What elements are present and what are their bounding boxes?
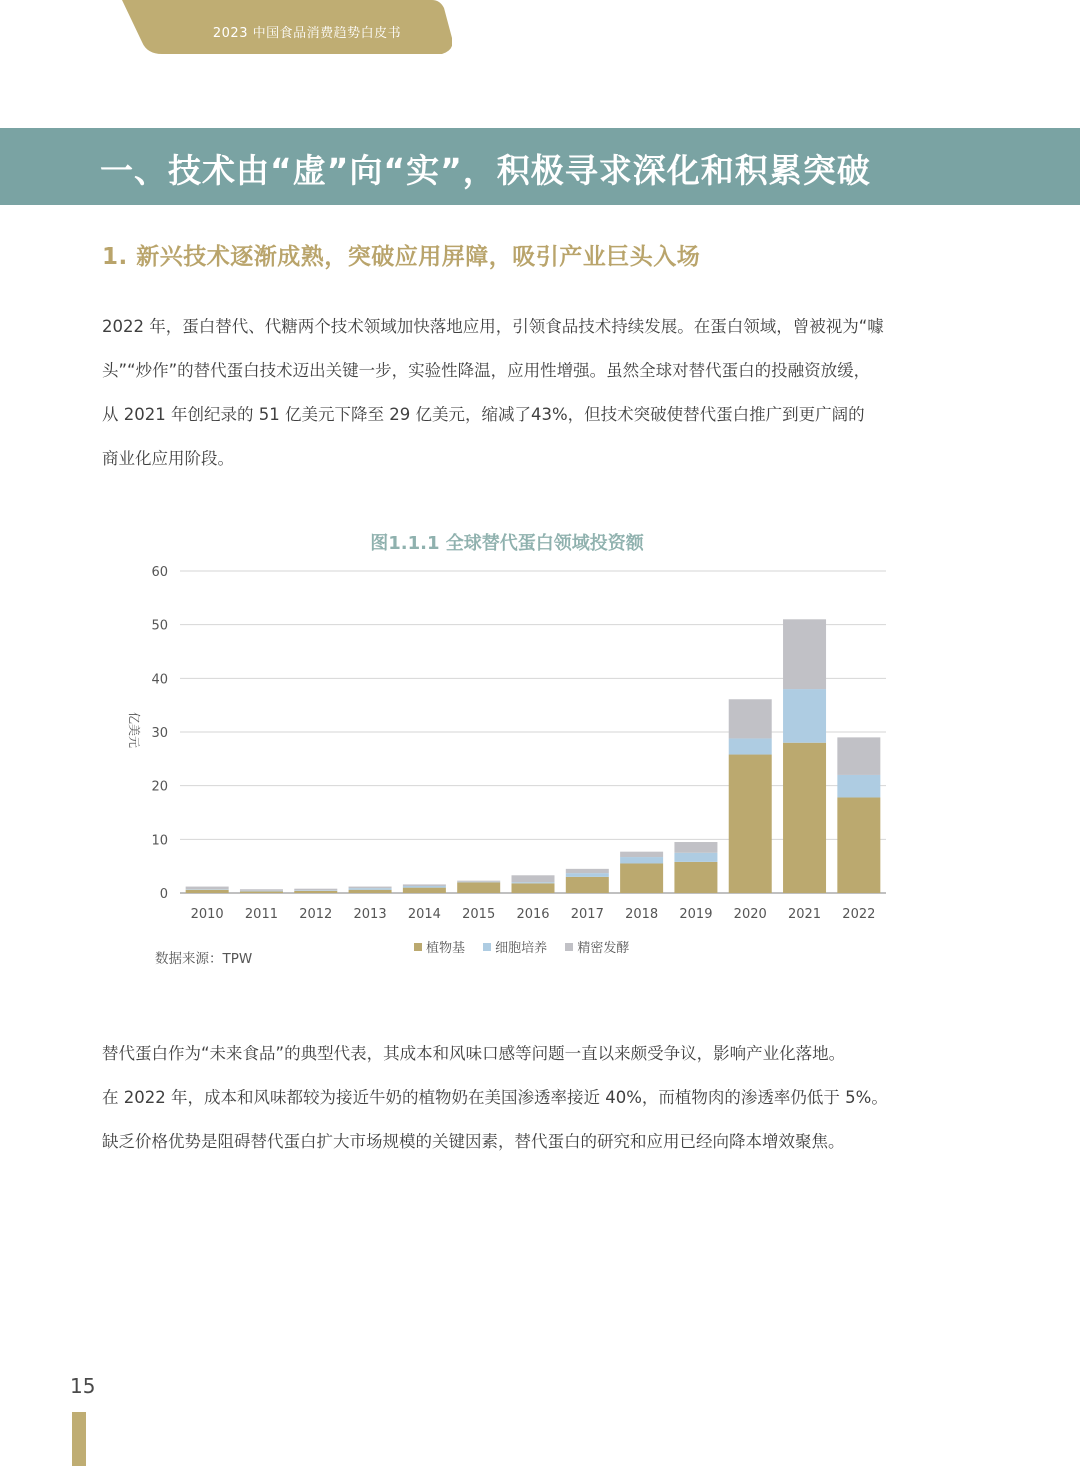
bar-cell <box>837 775 880 798</box>
x-tick-label: 2016 <box>516 907 550 922</box>
legend-label: 细胞培养 <box>495 941 548 956</box>
y-tick-label: 50 <box>151 618 168 634</box>
bar-plant <box>186 890 229 893</box>
paragraph-line: 商业化应用阶段。 <box>102 449 234 468</box>
bar-cell <box>457 882 500 883</box>
bar-ferment <box>620 852 663 857</box>
bar-ferment <box>349 887 392 889</box>
paragraph-2 <box>102 1032 932 1164</box>
chart-title: 图1.1.1 全球替代蛋白领域投资额 <box>370 533 644 554</box>
x-tick-label: 2010 <box>190 907 224 922</box>
bar-ferment <box>512 875 555 882</box>
bar-ferment <box>674 842 717 853</box>
legend-swatch-ferment <box>565 943 573 951</box>
bar-plant <box>783 743 826 893</box>
legend-swatch-cell <box>483 943 491 951</box>
legend-item-plant <box>414 937 465 956</box>
paragraph-line: 在 2022 年，成本和风味都较为接近牛奶的植物奶在美国渗透率接近 40%，而植物肉的渗透率仍低于 5%。 <box>102 1088 888 1107</box>
legend-swatch-plant <box>414 943 422 951</box>
bar-plant <box>674 862 717 893</box>
bar-ferment <box>240 889 283 891</box>
paragraph-line: 缺乏价格优势是阻碍替代蛋白扩大市场规模的关键因素，替代蛋白的研究和应用已经向降本增效聚焦。 <box>102 1132 845 1151</box>
running-header <box>122 0 452 55</box>
chart-legend <box>414 937 643 956</box>
bar-ferment <box>294 889 337 891</box>
x-tick-label: 2019 <box>679 907 713 922</box>
paragraph-line: 头”“炒作”的替代蛋白技术迈出关键一步，实验性降温，应用性增强。虽然全球对替代蛋白的投融资放缓， <box>102 361 871 380</box>
y-axis-label: 亿美元 <box>127 711 141 749</box>
legend-item-cell <box>483 937 547 956</box>
y-tick-label: 60 <box>151 565 168 580</box>
x-tick-label: 2015 <box>462 907 496 922</box>
bar-plant <box>240 891 283 893</box>
y-tick-label: 30 <box>151 726 168 741</box>
paragraph-1 <box>102 305 932 481</box>
data-source: 数据来源：TPW <box>155 951 253 967</box>
paragraph-line: 替代蛋白作为“未来食品”的典型代表，其成本和风味口感等问题一直以来颇受争议，影响产业化落地。 <box>102 1044 846 1063</box>
x-tick-label: 2011 <box>244 907 279 922</box>
bar-ferment <box>457 881 500 882</box>
bar-ferment <box>837 737 880 775</box>
bar-cell <box>403 886 446 888</box>
page-accent-bar <box>72 1412 86 1466</box>
x-tick-label: 2013 <box>353 907 387 922</box>
bar-ferment <box>729 699 772 738</box>
x-tick-label: 2021 <box>787 907 822 922</box>
y-tick-label: 10 <box>151 833 168 849</box>
bar-cell <box>783 689 826 743</box>
x-tick-label: 2012 <box>299 907 333 922</box>
x-tick-label: 2020 <box>733 907 767 922</box>
bar-plant <box>403 888 446 893</box>
bar-cell <box>349 888 392 890</box>
bar-cell <box>674 853 717 862</box>
x-tick-label: 2018 <box>625 907 659 922</box>
legend-label: 植物基 <box>426 941 466 956</box>
bar-cell <box>240 891 283 892</box>
bar-plant <box>837 797 880 893</box>
legend-item-ferment <box>565 937 629 956</box>
paragraph-line: 2022 年，蛋白替代、代糖两个技术领域加快落地应用，引领食品技术持续发展。在蛋白领域，曾被视为“噱 <box>102 317 884 336</box>
paragraph-line: 从 2021 年创纪录的 51 亿美元下降至 29 亿美元，缩减了43%，但技术突破使替代蛋白推广到更广阔的 <box>102 405 865 424</box>
bar-cell <box>294 890 337 891</box>
bar-plant <box>294 891 337 893</box>
bar-cell <box>512 882 555 883</box>
bar-ferment <box>566 869 609 873</box>
legend-label: 精密发酵 <box>577 941 630 956</box>
bar-plant <box>729 755 772 893</box>
x-tick-label: 2014 <box>407 907 441 922</box>
bar-ferment <box>403 884 446 886</box>
bar-plant <box>349 890 392 893</box>
bar-cell <box>566 873 609 877</box>
subsection-title: 1. 新兴技术逐渐成熟，突破应用屏障，吸引产业巨头入场 <box>102 244 701 270</box>
investment-chart <box>100 555 900 930</box>
bar-ferment <box>186 887 229 890</box>
y-tick-label: 20 <box>151 779 168 795</box>
bar-ferment <box>783 619 826 689</box>
bar-plant <box>566 877 609 893</box>
section-title: 一、技术由“虚”向“实”，积极寻求深化和积累突破 <box>100 151 871 190</box>
y-tick-label: 40 <box>151 672 168 688</box>
bar-cell <box>620 857 663 863</box>
x-tick-label: 2017 <box>570 907 604 922</box>
x-tick-label: 2022 <box>842 907 876 922</box>
page-number: 15 <box>70 1374 96 1398</box>
bar-plant <box>512 883 555 893</box>
running-title: 2023 中国食品消费趋势白皮书 <box>212 26 402 41</box>
bar-plant <box>457 882 500 893</box>
bar-plant <box>620 863 663 893</box>
y-tick-label: 0 <box>159 887 168 902</box>
bar-cell <box>186 889 229 890</box>
bar-cell <box>729 738 772 754</box>
